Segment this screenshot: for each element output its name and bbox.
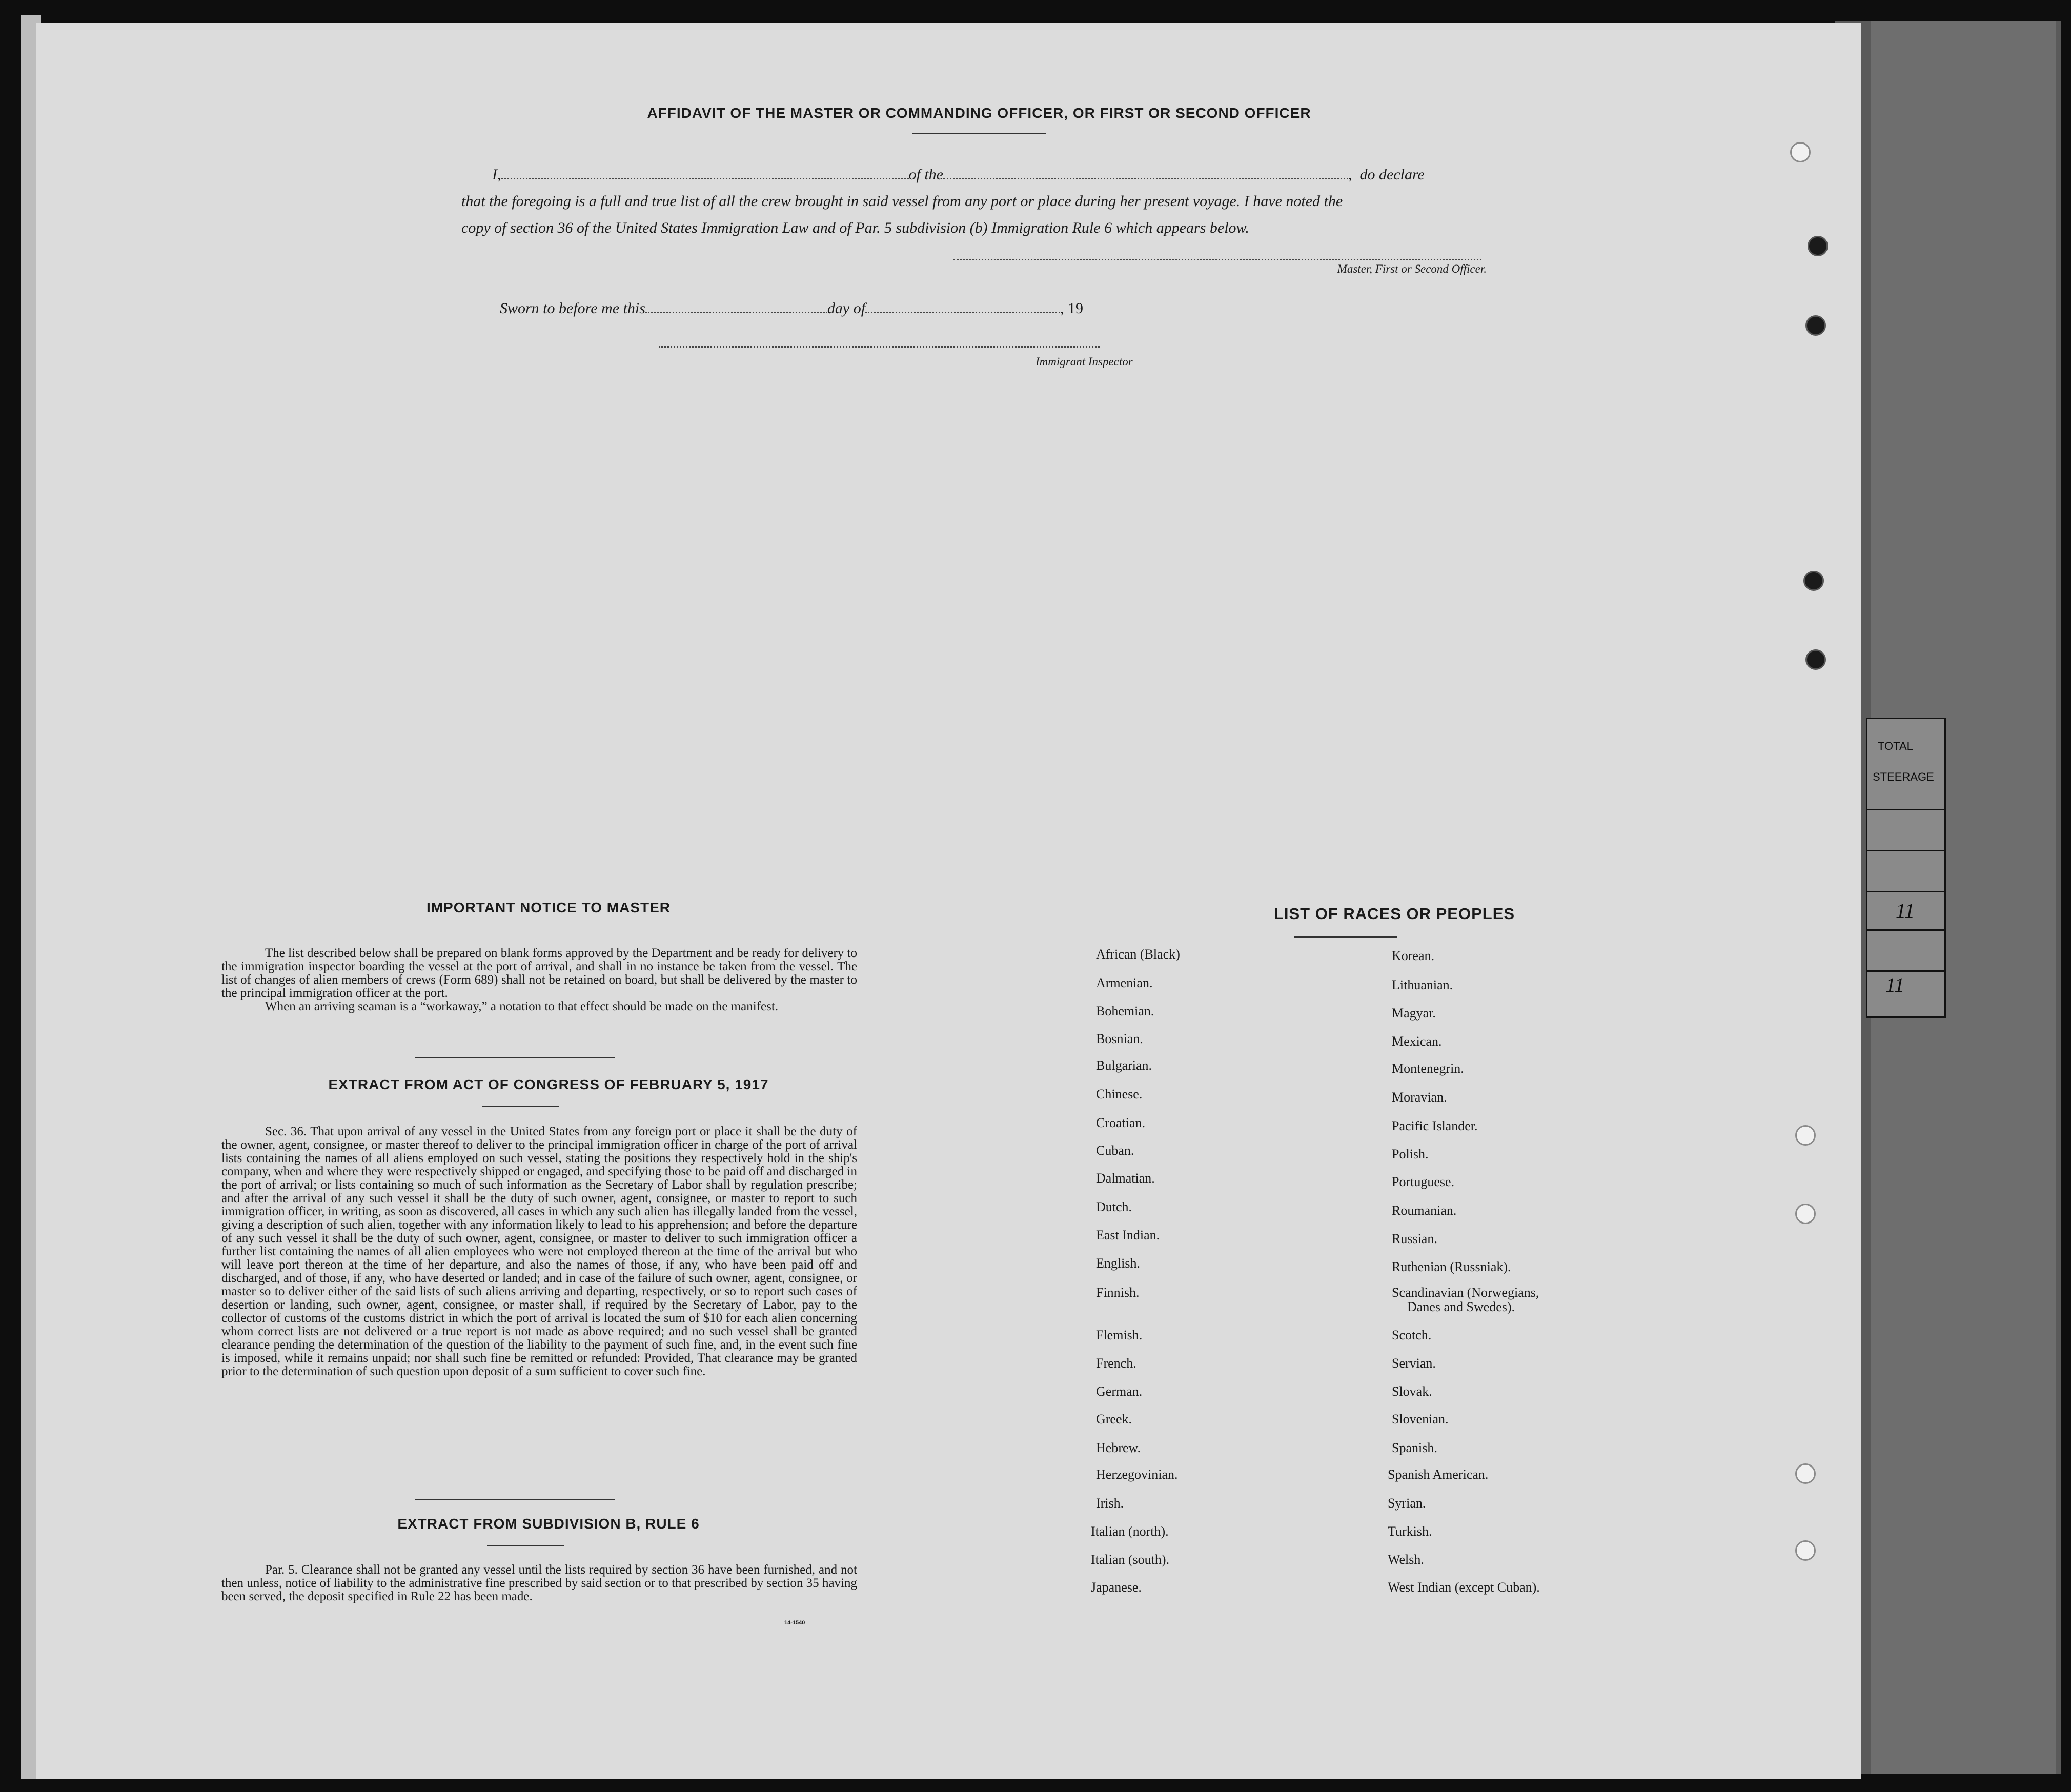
race-item: West Indian (except Cuban). [1388, 1580, 1540, 1595]
race-item: African (Black) [1096, 947, 1180, 962]
divider [487, 1545, 564, 1546]
divider [1294, 936, 1397, 938]
race-item: Magyar. [1392, 1006, 1436, 1021]
race-item: Welsh. [1388, 1552, 1424, 1567]
notice-title: IMPORTANT NOTICE TO MASTER [426, 900, 671, 915]
punch-hole [1808, 236, 1828, 256]
divider [415, 1057, 615, 1058]
race-item: Moravian. [1392, 1090, 1447, 1105]
affidavit-title: AFFIDAVIT OF THE MASTER OR COMMANDING OFFICER, OR FIRST OR SECOND OFFICER [647, 105, 1311, 121]
par-5-text: Par. 5. Clearance shall not be granted any vessel until the lists required by section 36 have been furnished, and not then unless, notice of liability to the administrative fine prescribed by said section or to that prescribed by section 35 having been served, the deposit specified in Rule 22 has been made. [221, 1563, 857, 1603]
race-item: French. [1096, 1356, 1136, 1371]
punch-hole [1805, 649, 1826, 670]
tally-header-total: TOTAL [1878, 740, 1913, 752]
punch-hole [1795, 1463, 1816, 1484]
race-item: Flemish. [1096, 1328, 1143, 1342]
sworn-line [500, 300, 1083, 317]
form-number: 14-1540 [784, 1620, 805, 1626]
race-item: Spanish. [1392, 1440, 1437, 1455]
punch-hole [1795, 1204, 1816, 1224]
punch-hole [1795, 1540, 1816, 1561]
race-item: Polish. [1392, 1147, 1429, 1162]
race-item: Korean. [1392, 948, 1435, 963]
master-name-field[interactable] [501, 178, 909, 179]
affidavit-do-declare: do declare [1359, 166, 1425, 183]
race-item: Scandinavian (Norwegians, [1392, 1285, 1539, 1300]
race-item: Italian (south). [1091, 1552, 1170, 1567]
race-item: Greek. [1096, 1412, 1132, 1427]
sworn-label: Sworn to before me this [500, 300, 645, 317]
tally-mark-2: 11 [1885, 973, 1905, 996]
race-item: Russian. [1392, 1231, 1437, 1246]
divider [912, 133, 1046, 134]
race-item: Mexican. [1392, 1034, 1442, 1049]
race-item: Bohemian. [1096, 1004, 1154, 1019]
race-item: Japanese. [1091, 1580, 1142, 1595]
race-item: Scotch. [1392, 1328, 1432, 1342]
race-item: Servian. [1392, 1356, 1436, 1371]
race-item: Roumanian. [1392, 1203, 1457, 1218]
race-item: Croatian. [1096, 1115, 1146, 1130]
race-item: Turkish. [1388, 1524, 1432, 1539]
race-item: Bosnian. [1096, 1031, 1143, 1046]
extract-rule-title: EXTRACT FROM SUBDIVISION B, RULE 6 [397, 1516, 700, 1532]
race-item: English. [1096, 1256, 1140, 1271]
divider [415, 1499, 615, 1500]
races-title: LIST OF RACES OR PEOPLES [1273, 905, 1515, 923]
affidavit-line-3: copy of section 36 of the United States Immigration Law and of Par. 5 subdivision (b) Immigration Rule 6 which appears below. [461, 219, 1249, 236]
race-item: Armenian. [1096, 975, 1153, 990]
race-item: Ruthenian (Russniak). [1392, 1259, 1511, 1274]
race-item: Syrian. [1388, 1496, 1426, 1511]
race-item: Montenegrin. [1392, 1061, 1464, 1076]
master-signature-line[interactable] [953, 259, 1481, 260]
divider [482, 1106, 559, 1107]
sworn-month-field[interactable] [865, 312, 1060, 313]
race-item: Italian (north). [1091, 1524, 1169, 1539]
race-item: Irish. [1096, 1496, 1124, 1511]
tally-mark-1: 11 [1896, 899, 1915, 922]
race-item: Portuguese. [1392, 1174, 1455, 1189]
race-item: East Indian. [1096, 1228, 1160, 1243]
side-tally-box [1866, 718, 1946, 1018]
race-item: Chinese. [1096, 1087, 1143, 1102]
race-item: German. [1096, 1384, 1143, 1399]
punch-hole [1795, 1125, 1816, 1146]
race-item-continuation: Danes and Swedes). [1407, 1299, 1515, 1314]
affidavit-body: I, of the , do declare that the foregoing is a full and true list of all the crew brought in said vessel from any port or place during her present voyage. I have noted the copy of section 36 of the United States Immigration Law and of Par. 5 subdivision (b) Immigration Rule 6 which appears below. [461, 161, 1497, 241]
punch-hole [1790, 142, 1811, 162]
day-of-label: day of [827, 300, 866, 317]
vessel-name-field[interactable] [943, 178, 1348, 179]
notice-text [221, 947, 857, 1013]
race-item: Finnish. [1096, 1285, 1140, 1300]
inspector-signature-line[interactable] [659, 346, 1100, 348]
race-item: Lithuanian. [1392, 978, 1453, 992]
notice-para-1: The list described below shall be prepared on blank forms approved by the Department and be ready for delivery to the immigration inspector boarding the vessel at the port of arrival, and shall in no instance be taken from the vessel. The list of changes of alien members of crews (Form 689) shall not be retained on board, but shall be delivered by the master to the principal immigration officer at the port. [221, 946, 857, 1000]
extract-act-text [221, 1125, 857, 1378]
affidavit-line-2: that the foregoing is a full and true list of all the crew brought in said vessel from any port or place during her present voyage. I have noted the [461, 193, 1343, 210]
affidavit-of-the-label: of the [908, 166, 943, 183]
race-item: Cuban. [1096, 1143, 1134, 1158]
inspector-label: Immigrant Inspector [1036, 355, 1133, 368]
race-item: Herzegovinian. [1096, 1467, 1178, 1482]
race-item: Dalmatian. [1096, 1171, 1155, 1186]
signature-label: Master, First or Second Officer. [1337, 262, 1487, 275]
extract-rule-text [221, 1563, 857, 1603]
race-item: Spanish American. [1388, 1467, 1489, 1482]
affidavit-i-label: I, [492, 166, 501, 183]
section-36-text: Sec. 36. That upon arrival of any vessel in the United States from any foreign port or place it shall be the duty of the owner, agent, consignee, or master thereof to deliver to the principal immigration officer in charge of the port of arrival lists containing the names of all aliens employed on such vessel, stating the positions they respectively hold in the ship's company, when and where they were respectively shipped or engaged, and specifying those to be paid off and discharged in the port of arrival; or lists containing so much of such information as the Secretary of Labor shall by regulation prescribe; and after the arrival of any such vessel it shall be the duty of such owner, agent, consignee, or master to report to such immigration officer, in writing, as soon as discovered, all cases in which any such alien has illegally landed from the vessel, giving a description of such alien, together with any information likely to lead to his apprehension; and before the departure of any such vessel it shall be the duty of such owner, agent, consignee, or master to deliver to such immigration officer a further list containing the names of all alien employees who were not employed thereon at the time of the arrival but who will leave port thereon at the time of her departure, and also the names of those, if any, who have been paid off and discharged, and of those, if any, who have deserted or landed; and in case of the failure of such owner, agent, consignee, or master so to deliver either of the said lists of such aliens arriving and departing, respectively, or so to report such cases of desertion or landing, such owner, agent, consignee, or master shall, if required by the Secretary of Labor, pay to the collector of customs of the customs district in which the port of arrival is located the sum of $10 for each alien concerning whom correct lists are not delivered or a true report is not made as above required; and no such vessel shall be granted clearance pending the determination of the question of the liability to the payment of such fine, and, in the event such fine is imposed, while it remains unpaid; nor shall such fine be remitted or refunded: Provided, That clearance may be granted prior to the determination of such question upon deposit of a sum sufficient to cover such fine. [221, 1125, 857, 1378]
sworn-day-field[interactable] [645, 312, 827, 313]
extract-act-title: EXTRACT FROM ACT OF CONGRESS OF FEBRUARY 5, 1917 [328, 1076, 769, 1092]
race-item: Dutch. [1096, 1199, 1132, 1214]
race-item: Pacific Islander. [1392, 1118, 1478, 1133]
tally-header-steerage: STEERAGE [1873, 770, 1934, 783]
document-page [36, 23, 1861, 1779]
punch-hole [1805, 315, 1826, 336]
notice-para-2: When an arriving seaman is a “workaway,” a notation to that effect should be made on the manifest. [265, 1000, 779, 1013]
year-label: , 19 [1060, 300, 1084, 317]
race-item: Slovenian. [1392, 1412, 1449, 1427]
race-item: Hebrew. [1096, 1440, 1141, 1455]
race-item: Slovak. [1392, 1384, 1432, 1399]
race-item: Bulgarian. [1096, 1058, 1152, 1073]
punch-hole [1803, 571, 1824, 591]
